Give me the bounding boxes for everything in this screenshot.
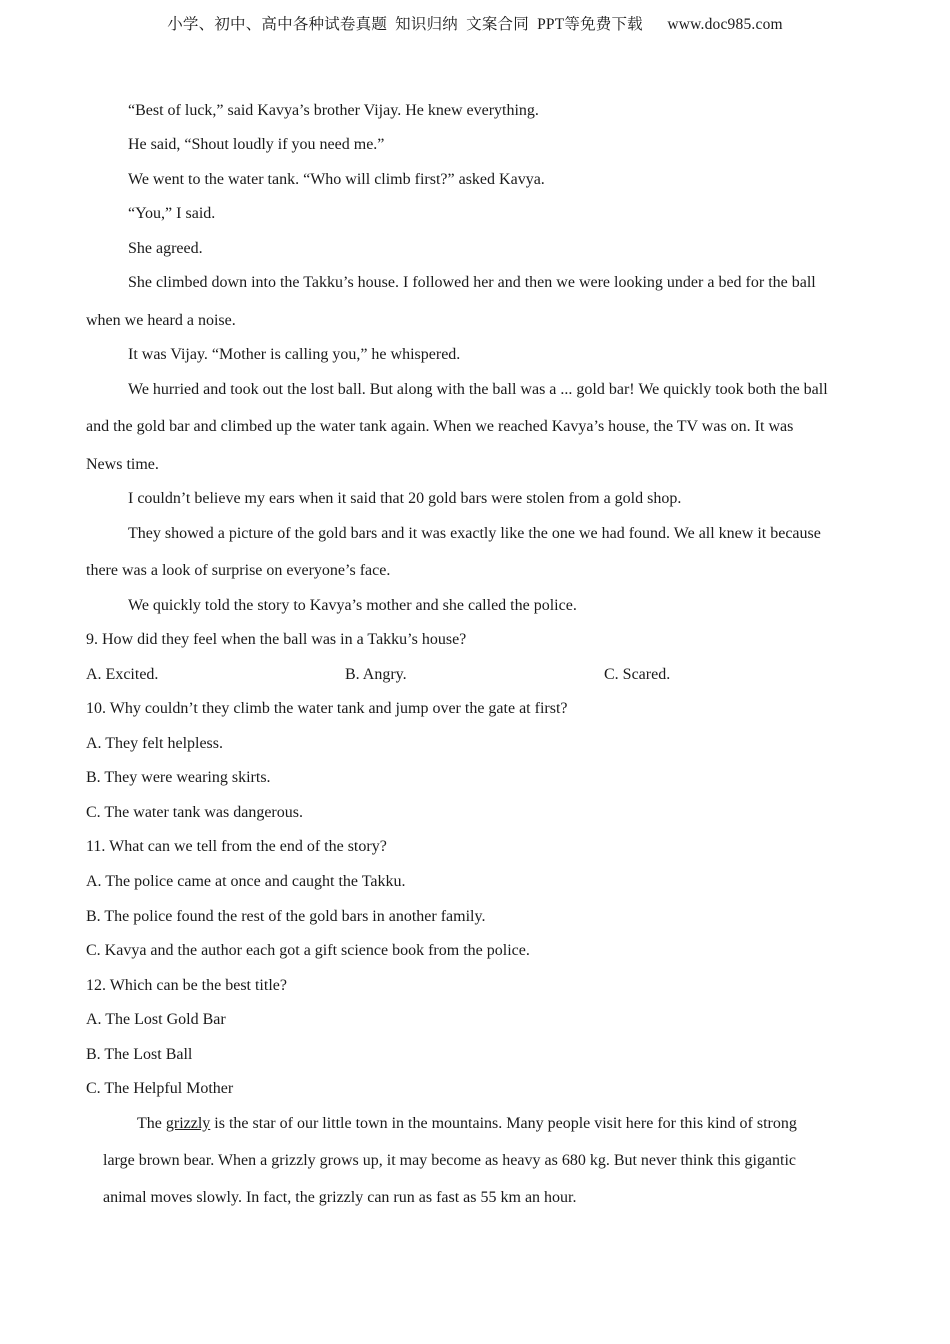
question-11-option-a: A. The police came at once and caught the Takku. [86, 873, 406, 890]
question-10-stem: 10. Why couldn’t they climb the water tank and jump over the gate at first? [86, 700, 568, 717]
story-paragraph: “Best of luck,” said Kavya’s brother Vijay. He knew everything. [128, 102, 539, 119]
story-paragraph: “You,” I said. [128, 205, 216, 222]
passage-2-text: The [137, 1115, 166, 1132]
story-paragraph: They showed a picture of the gold bars and it was exactly like the one we had found. We all knew it because [128, 525, 821, 542]
page-header: 小学、初中、高中各种试卷真题 知识归纳 文案合同 PPT等免费下载 www.doc985.com [167, 16, 783, 33]
story-paragraph-continued: and the gold bar and climbed up the water tank again. When we reached Kavya’s house, the TV was on. It was [86, 418, 794, 435]
story-paragraph: We went to the water tank. “Who will climb first?” asked Kavya. [128, 171, 545, 188]
passage-2-line: animal moves slowly. In fact, the grizzly can run as fast as 55 km an hour. [103, 1189, 577, 1206]
underlined-word: grizzly [165, 1115, 211, 1132]
question-9-option-c: C. Scared. [604, 666, 671, 683]
question-11-stem: 11. What can we tell from the end of the story? [86, 838, 387, 855]
story-paragraph: I couldn’t believe my ears when it said that 20 gold bars were stolen from a gold shop. [128, 490, 682, 507]
question-9-option-b: B. Angry. [345, 666, 407, 683]
question-10-option-a: A. They felt helpless. [86, 735, 224, 752]
passage-2-text: is the star of our little town in the mountains. Many people visit here for this kind of strong [210, 1115, 797, 1132]
question-12-stem: 12. Which can be the best title? [86, 977, 287, 994]
story-paragraph: She climbed down into the Takku’s house. I followed her and then we were looking under a bed for the ball [128, 274, 816, 291]
question-12-option-b: B. The Lost Ball [86, 1046, 193, 1063]
question-10-option-b: B. They were wearing skirts. [86, 769, 271, 786]
question-9-stem: 9. How did they feel when the ball was in a Takku’s house? [86, 631, 467, 648]
question-12-option-c: C. The Helpful Mother [86, 1080, 234, 1097]
question-11-option-c: C. Kavya and the author each got a gift science book from the police. [86, 942, 530, 959]
question-10-option-c: C. The water tank was dangerous. [86, 804, 303, 821]
question-12-option-a: A. The Lost Gold Bar [86, 1011, 226, 1028]
story-paragraph: We quickly told the story to Kavya’s mother and she called the police. [128, 597, 577, 614]
story-paragraph: It was Vijay. “Mother is calling you,” he whispered. [128, 346, 461, 363]
story-paragraph-continued: there was a look of surprise on everyone’s face. [86, 562, 391, 579]
passage-2-line: large brown bear. When a grizzly grows up, it may become as heavy as 680 kg. But never think this gigantic [103, 1152, 797, 1169]
story-paragraph: She agreed. [128, 240, 203, 257]
story-paragraph-continued: News time. [86, 456, 159, 473]
question-11-option-b: B. The police found the rest of the gold bars in another family. [86, 908, 486, 925]
passage-2-line [137, 1114, 797, 1134]
question-9-option-a: A. Excited. [86, 666, 159, 683]
story-paragraph: We hurried and took out the lost ball. But along with the ball was a ... gold bar! We quickly took both the ball [128, 381, 828, 398]
story-paragraph-continued: when we heard a noise. [86, 312, 236, 329]
story-paragraph: He said, “Shout loudly if you need me.” [128, 136, 385, 153]
